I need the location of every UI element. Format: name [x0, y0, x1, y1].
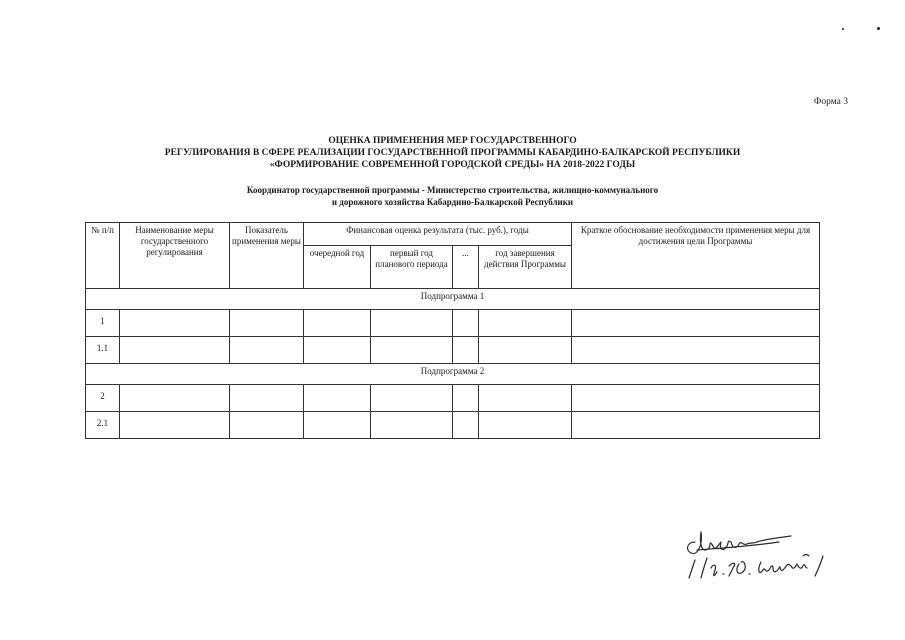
- header-num: № п/п: [86, 223, 120, 289]
- header-measure-name: Наименование меры государственного регулирования: [120, 223, 230, 289]
- empty-cell: [371, 337, 453, 364]
- table-row: [86, 412, 820, 439]
- empty-cell: [304, 337, 371, 364]
- assessment-table: [85, 222, 820, 439]
- table-row: [86, 310, 820, 337]
- empty-cell: [572, 385, 820, 412]
- coordinator-line-1: Координатор государственной программы - Министерство строительства, жилищно-коммунального: [246, 185, 659, 195]
- empty-cell: [230, 385, 304, 412]
- empty-cell: [120, 412, 230, 439]
- row-number: 2.1: [86, 412, 120, 439]
- empty-cell: [230, 337, 304, 364]
- empty-cell: [453, 412, 479, 439]
- title-line-1: ОЦЕНКА ПРИМЕНЕНИЯ МЕР ГОСУДАРСТВЕННОГО: [328, 136, 577, 146]
- empty-cell: [572, 310, 820, 337]
- title-line-2: РЕГУЛИРОВАНИЯ В СФЕРЕ РЕАЛИЗАЦИИ ГОСУДАРСТВЕННОЙ ПРОГРАММЫ КАБАРДИНО-БАЛКАРСКОЙ РЕСПУБЛИКИ: [164, 148, 741, 158]
- empty-cell: [304, 412, 371, 439]
- document-title: [0, 135, 905, 171]
- section-row: [86, 364, 820, 385]
- empty-cell: [453, 310, 479, 337]
- table-row: [86, 385, 820, 412]
- row-number: 1.1: [86, 337, 120, 364]
- section-row: [86, 289, 820, 310]
- empty-cell: [479, 412, 572, 439]
- subheader-first-planning-year: первый год планового периода: [371, 246, 453, 289]
- empty-cell: [371, 310, 453, 337]
- empty-cell: [453, 385, 479, 412]
- table-row: [86, 337, 820, 364]
- coordinator-note: [0, 184, 905, 208]
- row-number: 1: [86, 310, 120, 337]
- empty-cell: [120, 310, 230, 337]
- section-title: Подпрограмма 1: [86, 289, 820, 310]
- empty-cell: [230, 412, 304, 439]
- section-title: Подпрограмма 2: [86, 364, 820, 385]
- row-number: 2: [86, 385, 120, 412]
- table-header-row: [86, 223, 820, 246]
- header-financial: Финансовая оценка результата (тыс. руб.), годы: [304, 223, 572, 246]
- empty-cell: [371, 412, 453, 439]
- coordinator-line-2: и дорожного хозяйства Кабардино-Балкарской Республики: [331, 197, 574, 207]
- empty-cell: [120, 337, 230, 364]
- empty-cell: [304, 385, 371, 412]
- subheader-next-year: очередной год: [304, 246, 371, 289]
- empty-cell: [479, 337, 572, 364]
- empty-cell: [230, 310, 304, 337]
- scan-artifact-dot: [877, 27, 880, 30]
- header-indicator: Показатель применения меры: [230, 223, 304, 289]
- empty-cell: [479, 310, 572, 337]
- header-justification: Краткое обоснование необходимости применения меры для достижения цели Программы: [572, 223, 820, 289]
- empty-cell: [371, 385, 453, 412]
- subheader-ellipsis: ...: [453, 246, 479, 289]
- empty-cell: [120, 385, 230, 412]
- handwritten-signature: [683, 520, 853, 590]
- empty-cell: [479, 385, 572, 412]
- scan-artifact-dot: [842, 28, 844, 30]
- empty-cell: [453, 337, 479, 364]
- empty-cell: [304, 310, 371, 337]
- empty-cell: [572, 412, 820, 439]
- empty-cell: [572, 337, 820, 364]
- subheader-completion-year: год завершения действия Программы: [479, 246, 572, 289]
- title-line-3: «ФОРМИРОВАНИЕ СОВРЕМЕННОЙ ГОРОДСКОЙ СРЕДЫ» НА 2018-2022 ГОДЫ: [269, 160, 636, 170]
- form-label: Форма 3: [813, 97, 848, 107]
